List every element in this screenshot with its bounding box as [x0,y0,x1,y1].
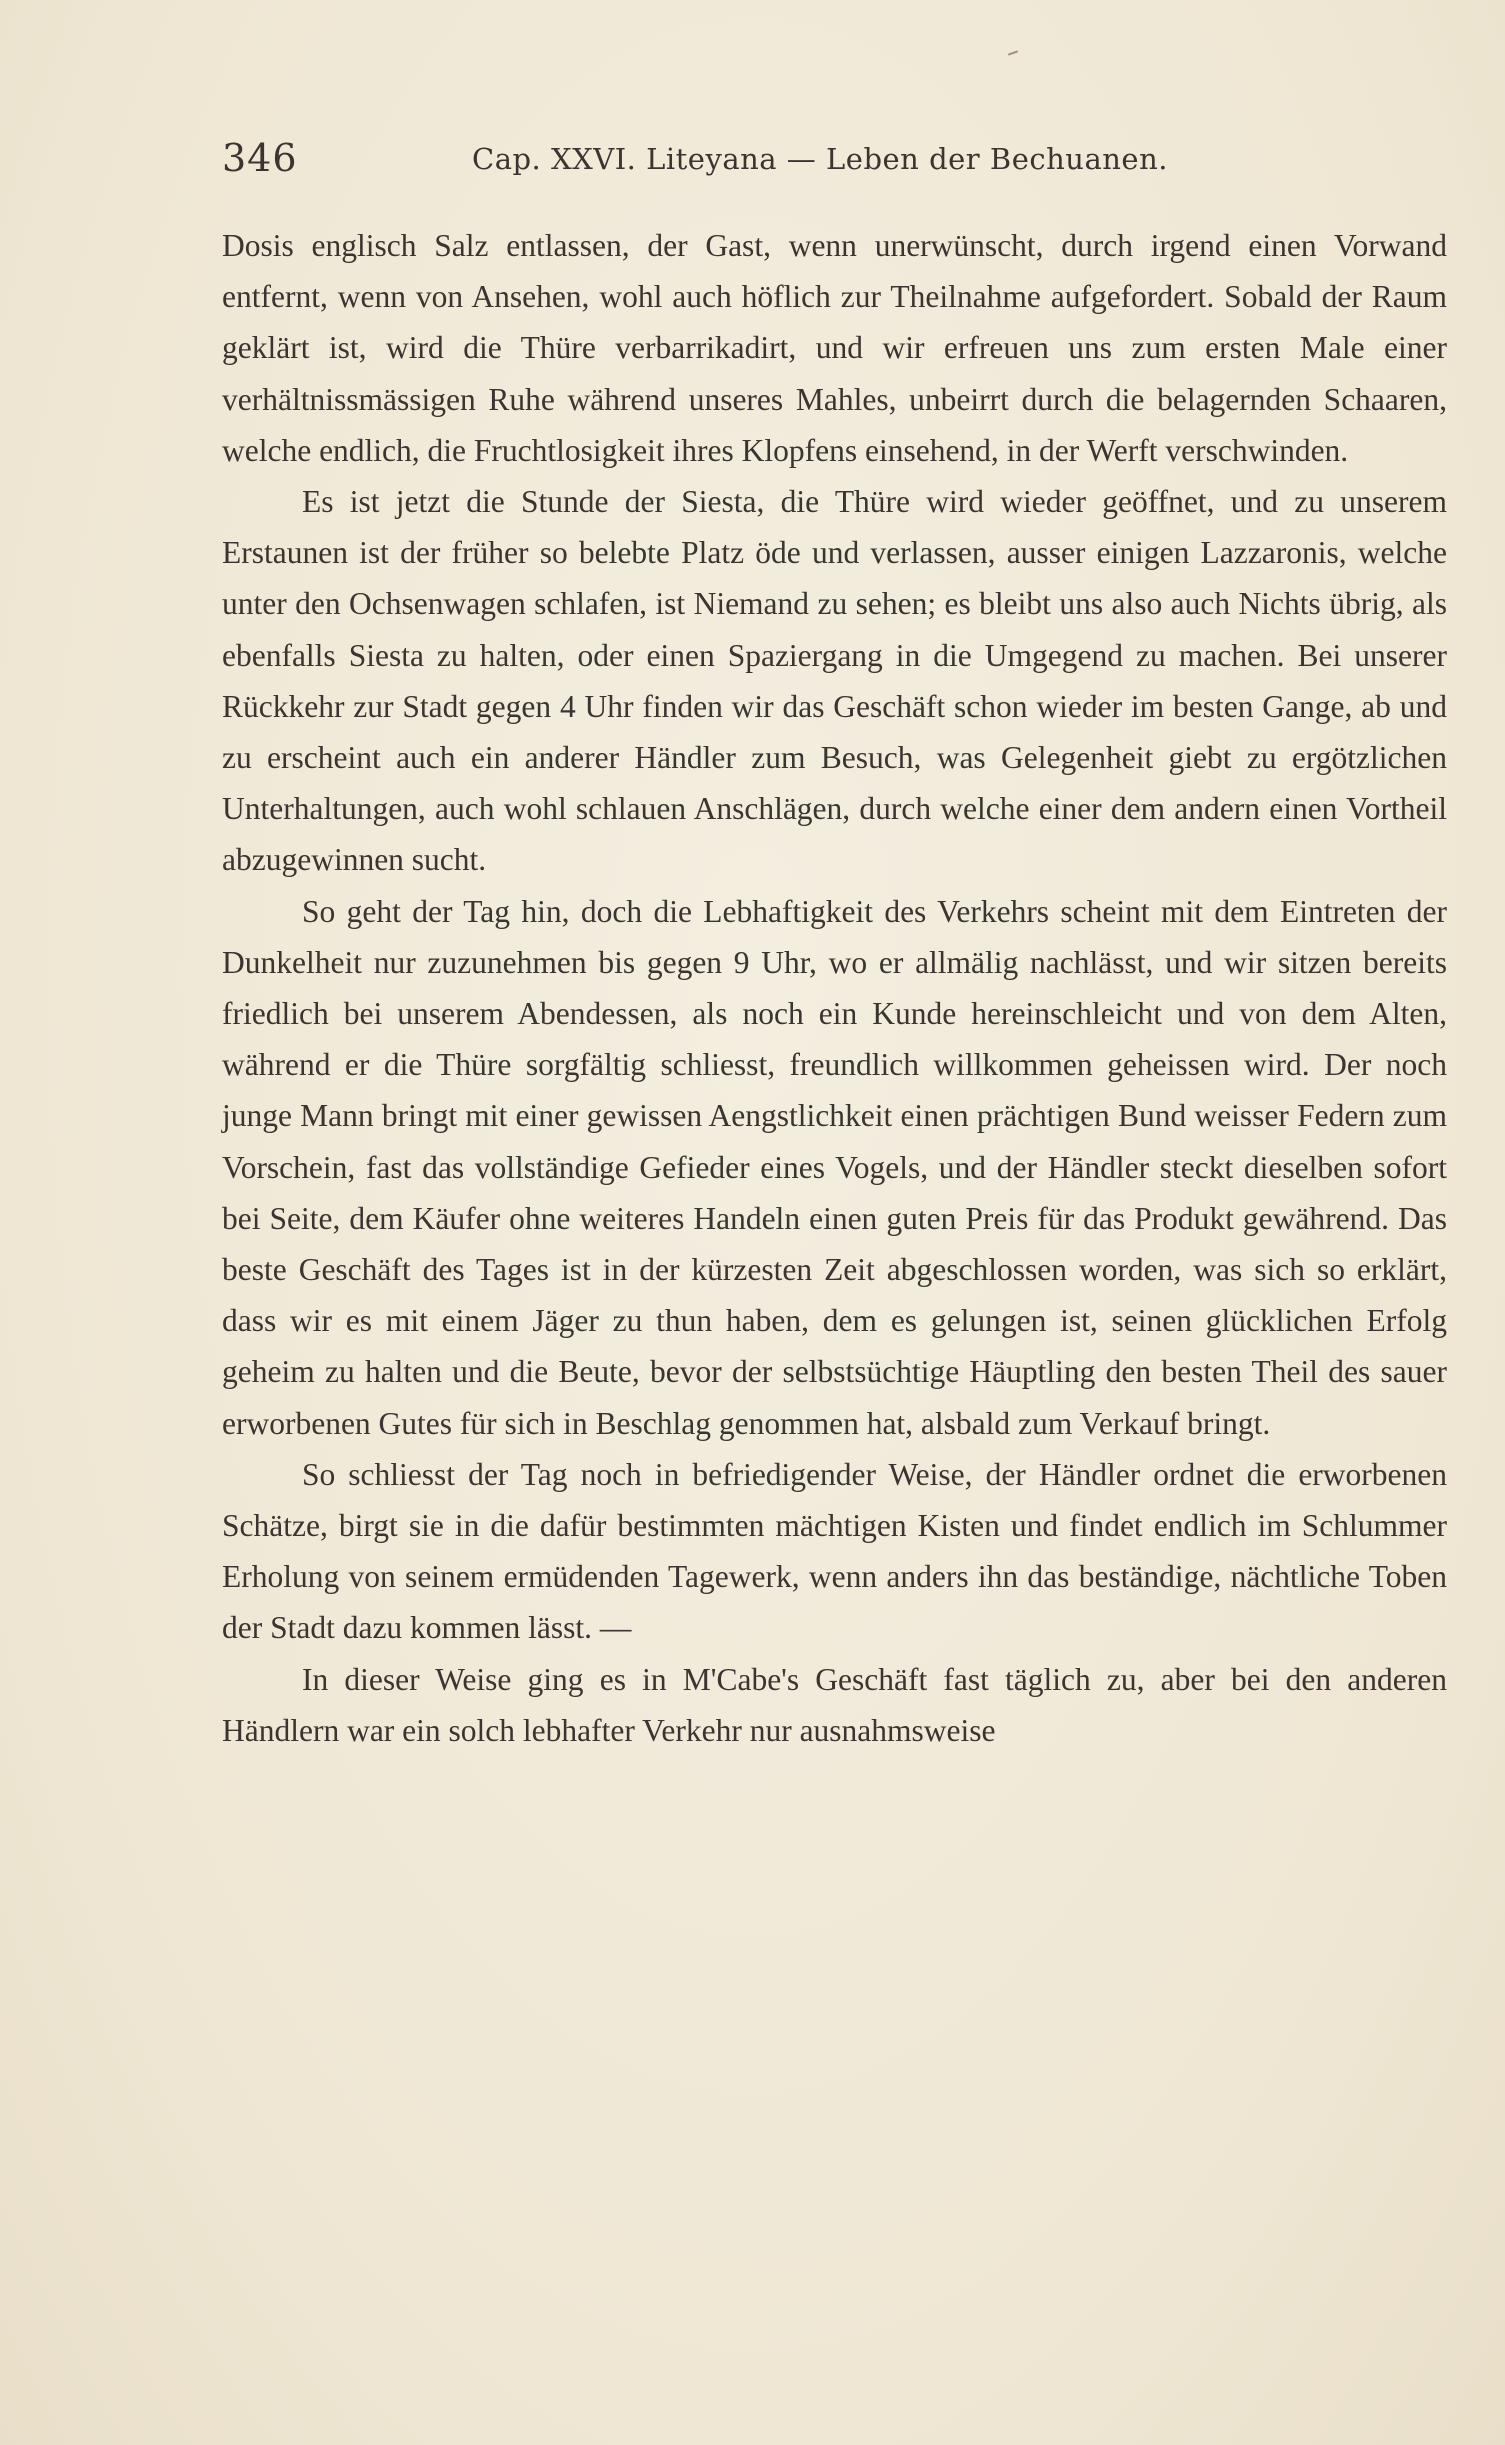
body-text [222,220,1447,1756]
running-head: Cap. XXVI. Liteyana — Leben der Bechuanen. [472,142,1168,176]
page-mark [1008,50,1018,55]
paragraph-1: Dosis englisch Salz entlassen, der Gast, wenn unerwünscht, durch irgend einen Vorwand entfernt, wenn von Ansehen, wohl auch höflich zur Theilnahme aufgefordert. Sobald der Raum geklärt ist, wird die Thüre verbarrikadirt, und wir erfreuen uns zum ersten Male einer verhältnissmässigen Ruhe während unseres Mahles, unbeirrt durch die belagernden Schaaren, welche endlich, die Fruchtlosigkeit ihres Klopfens einsehend, in der Werft verschwinden. [222,228,1447,468]
paragraph-3: So geht der Tag hin, doch die Lebhaftigkeit des Verkehrs scheint mit dem Eintreten der Dunkelheit nur zuzunehmen bis gegen 9 Uhr, wo er allmälig nachlässt, und wir sitzen bereits friedlich bei unserem Abendessen, als noch ein Kunde hereinschleicht und von dem Alten, während er die Thüre sorgfältig schliesst, freundlich willkommen geheissen wird. Der noch junge Mann bringt mit einer gewissen Aengstlichkeit einen prächtigen Bund weisser Federn zum Vorschein, fast das vollständige Gefieder eines Vogels, und der Händler steckt dieselben sofort bei Seite, dem Käufer ohne weiteres Handeln einen guten Preis für das Produkt gewährend. Das beste Geschäft des Tages ist in der kürzesten Zeit abgeschlossen worden, was sich so erklärt, dass wir es mit einem Jäger zu thun haben, dem es gelungen ist, seinen glücklichen Erfolg geheim zu halten und die Beute, bevor der selbstsüchtige Häuptling den besten Theil des sauer erworbenen Gutes für sich in Beschlag genommen hat, alsbald zum Verkauf bringt. [222,893,1447,1441]
paragraph-4: So schliesst der Tag noch in befriedigender Weise, der Händler ordnet die erworbenen Schätze, birgt sie in die dafür bestimmten mächtigen Kisten und findet endlich im Schlummer Erholung von seinem ermüdenden Tagewerk, wenn anders ihn das beständige, nächtliche Toben der Stadt dazu kommen lässt. — [222,1456,1447,1646]
page-number: 346 [222,136,298,180]
page-header [222,136,1222,196]
paragraph-2: Es ist jetzt die Stunde der Siesta, die Thüre wird wieder geöffnet, und zu unserem Erstaunen ist der früher so belebte Platz öde und verlassen, ausser einigen Lazzaronis, welche unter den Ochsenwagen schlafen, ist Niemand zu sehen; es bleibt uns also auch Nichts übrig, als ebenfalls Siesta zu halten, oder einen Spaziergang in die Umgegend zu machen. Bei unserer Rückkehr zur Stadt gegen 4 Uhr finden wir das Geschäft schon wieder im besten Gange, ab und zu erscheint auch ein anderer Händler zum Besuch, was Gelegenheit giebt zu ergötzlichen Unterhaltungen, auch wohl schlauen Anschlägen, durch welche einer dem andern einen Vortheil abzugewinnen sucht. [222,484,1447,878]
paragraph-5: In dieser Weise ging es in M'Cabe's Geschäft fast täglich zu, aber bei den anderen Händlern war ein solch lebhafter Verkehr nur ausnahmsweise [222,1661,1447,1748]
